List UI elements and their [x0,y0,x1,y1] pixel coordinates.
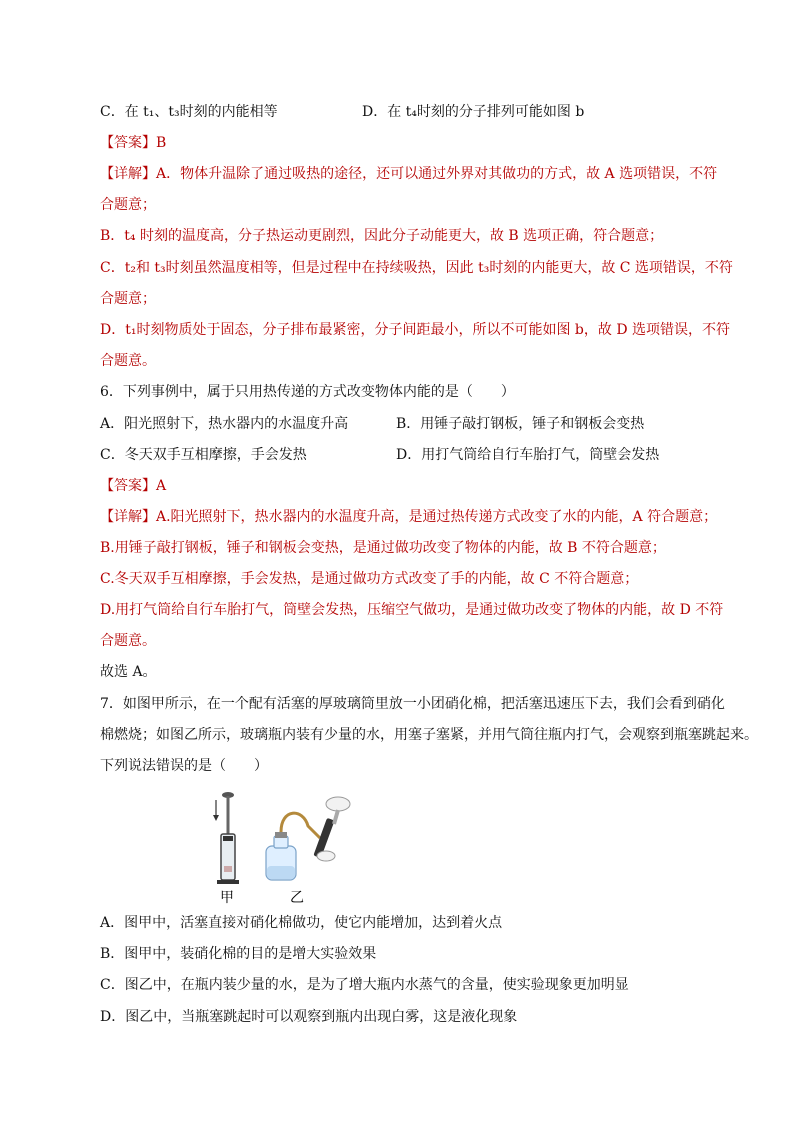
option-d: D．用打气筒给自行车胎打气，筒壁会发热 [396,447,660,463]
detail-line: 合题意； [100,291,156,307]
detail-line: C.冬天双手互相摩擦，手会发热，是通过做功方式改变了手的内能，故 C 不符合题意； [100,571,639,587]
detail-line: C．t₂和 t₃时刻虽然温度相等，但是过程中在持续吸热，因此 t₃时刻的内能更大，故 C 选项错误，不符 [100,260,733,276]
bottle-pump-icon [266,797,350,880]
question-stem: 7．如图甲所示，在一个配有活塞的厚玻璃筒里放一小团硝化棉，把活塞迅速压下去，我们会看到硝化 [100,696,725,712]
option-c: C．冬天双手互相摩擦，手会发热 [100,447,307,463]
answer: 【答案】B [100,135,167,151]
option-c: C．图乙中，在瓶内装少量的水，是为了增大瓶内水蒸气的含量，使实验现象更加明显 [100,977,629,993]
option-b: B．用锤子敲打钢板，锤子和钢板会变热 [396,416,645,432]
option-d: D．图乙中，当瓶塞跳起时可以观察到瓶内出现白雾，这是液化现象 [100,1009,518,1025]
detail-line: 合题意。 [100,353,156,369]
detail-line: B．t₄ 时刻的温度高，分子热运动更剧烈，因此分子动能更大，故 B 选项正确，符合题意； [100,228,664,244]
question-stem: 6．下列事例中，属于只用热传递的方式改变物体内能的是（ ） [100,384,515,400]
piston-cylinder-icon [213,792,239,884]
option-b: B．图甲中，装硝化棉的目的是增大实验效果 [100,946,377,962]
detail-line: 【详解】A.阳光照射下，热水器内的水温度升高，是通过热传递方式改变了水的内能，A 符合题意； [100,509,718,525]
option-d: D．在 t₄时刻的分子排列可能如图 b [362,104,585,120]
option-a: A．图甲中，活塞直接对硝化棉做功，使它内能增加，达到着火点 [100,915,503,931]
figure-label-yi: 乙 [290,890,304,906]
detail-line: 合题意。 [100,633,156,649]
detail-line: D.用打气筒给自行车胎打气，筒壁会发热，压缩空气做功，是通过做功改变了物体的内能，故 D 不符 [100,602,724,618]
detail-line: B.用锤子敲打钢板，锤子和钢板会变热，是通过做功改变了物体的内能，故 B 不符合题意； [100,540,666,556]
question-stem: 下列说法错误的是（ ） [100,758,268,774]
figure-label-jia: 甲 [220,890,234,906]
question-stem: 棉燃烧；如图乙所示，玻璃瓶内装有少量的水，用塞子塞紧，并用气筒往瓶内打气，会观察到瓶塞跳起来。 [100,727,758,743]
experiment-figure [208,788,368,908]
option-c: C．在 t₁、t₃时刻的内能相等 [100,104,278,120]
detail-line: D．t₁时刻物质处于固态，分子排布最紧密，分子间距最小，所以不可能如图 b，故 D 选项错误，不符 [100,322,730,338]
detail-line: 合题意； [100,197,156,213]
option-a: A．阳光照射下，热水器内的水温度升高 [100,416,349,432]
conclusion: 故选 A。 [100,664,157,680]
detail-line: 【详解】A．物体升温除了通过吸热的途径，还可以通过外界对其做功的方式，故 A 选项错误，不符 [100,166,718,182]
answer: 【答案】A [100,478,167,494]
experiment-illustration [208,788,368,908]
